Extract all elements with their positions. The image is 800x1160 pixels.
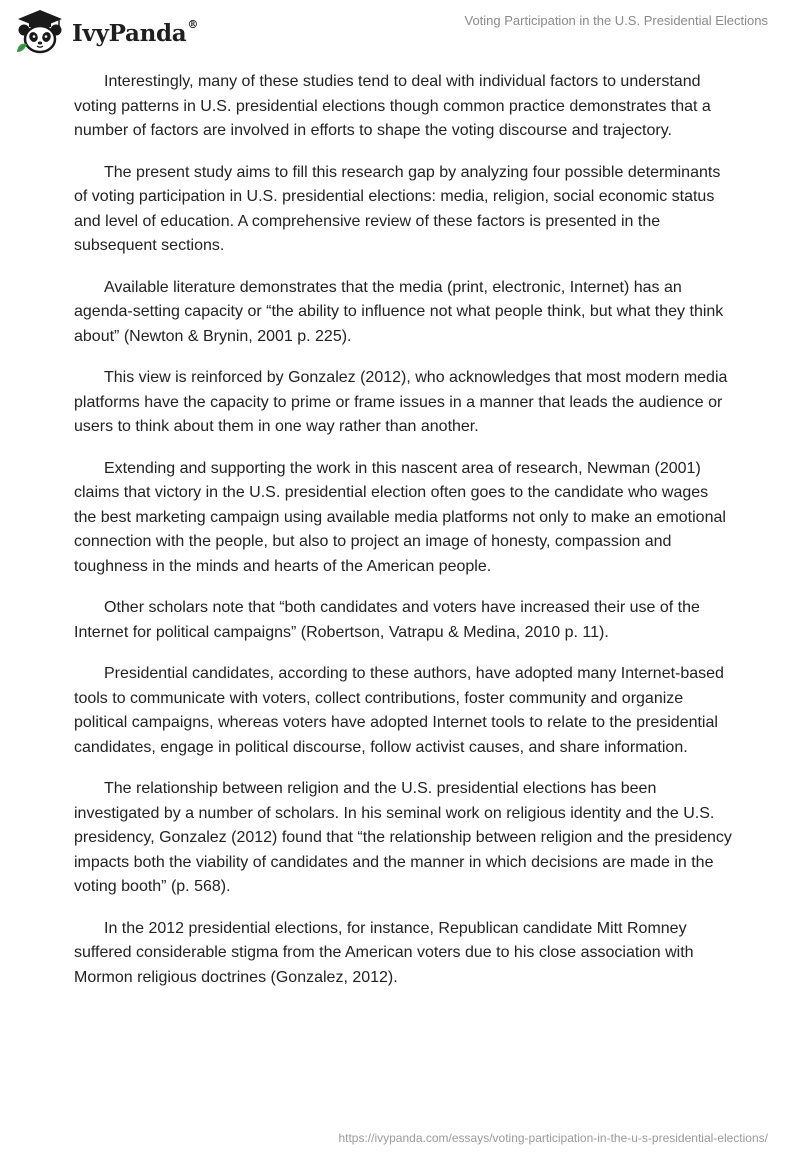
brand-name: IvyPanda® xyxy=(72,17,199,47)
paragraph: Presidential candidates, according to these authors, have adopted many Internet-based tools to communicate with voters, collect contributions, foster community and organize political campaigns, whereas voters have adopted Internet tools to relate to the presidential candidates, engage in political discourse, follow activist causes, and share information. xyxy=(74,665,724,756)
paragraph: Other scholars note that “both candidates and voters have increased their use of the Internet for political campaigns” (Robertson, Vatrapu & Medina, 2010 p. 11). xyxy=(74,599,700,641)
paragraph: This view is reinforced by Gonzalez (2012), who acknowledges that most modern media platforms have the capacity to prime or frame issues in a manner that leads the audience or users to think about them in one way rather than another. xyxy=(74,369,728,435)
paragraph: Available literature demonstrates that the media (print, electronic, Internet) has an agenda-setting capacity or “the ability to influence not what people think, but what they think about” (Newton & Brynin, 2001 p. 225). xyxy=(74,278,724,345)
paragraph: Extending and supporting the work in this nascent area of research, Newman (2001) claims that victory in the U.S. presidential election often goes to the candidate who wages the best marketing campaign using available media platforms not only to make an emotional connection with the people, but also to project an image of honesty, compassion and toughness in the minds and hearts of the American people. xyxy=(74,459,726,575)
panda-graduate-logo-icon xyxy=(14,8,66,56)
document-title: Voting Participation in the U.S. Presidential Elections xyxy=(464,13,768,28)
page-header xyxy=(0,0,800,62)
paragraph: The present study aims to fill this research gap by analyzing four possible determinants of voting participation in U.S. presidential elections: media, religion, social economic status and level of education. A comprehensive review of these factors is presented in the subsequent sections. xyxy=(74,163,721,254)
paragraph: The relationship between religion and the U.S. presidential elections has been investigated by a number of scholars. In his seminal work on religious identity and the U.S. presidency, Gonzalez (2012) found that “the relationship between religion and the presidency impacts both the viability of candidates and the manner in which decisions are made in the voting booth” (p. 568). xyxy=(74,780,732,895)
paragraph: In the 2012 presidential elections, for instance, Republican candidate Mitt Romney suffered considerable stigma from the American voters due to his close association with Mormon religious doctrines (Gonzalez, 2012). xyxy=(74,919,694,986)
registered-mark: ® xyxy=(187,17,199,31)
ivypanda-logo[interactable] xyxy=(14,8,198,56)
paragraph: Interestingly, many of these studies tend to deal with individual factors to understand voting patterns in U.S. presidential elections though common practice demonstrates that a number of factors are involved in efforts to shape the voting discourse and trajectory. xyxy=(74,73,711,139)
source-url[interactable]: https://ivypanda.com/essays/voting-participation-in-the-u-s-presidential-elections/ xyxy=(338,1131,768,1145)
essay-body xyxy=(74,70,734,1007)
